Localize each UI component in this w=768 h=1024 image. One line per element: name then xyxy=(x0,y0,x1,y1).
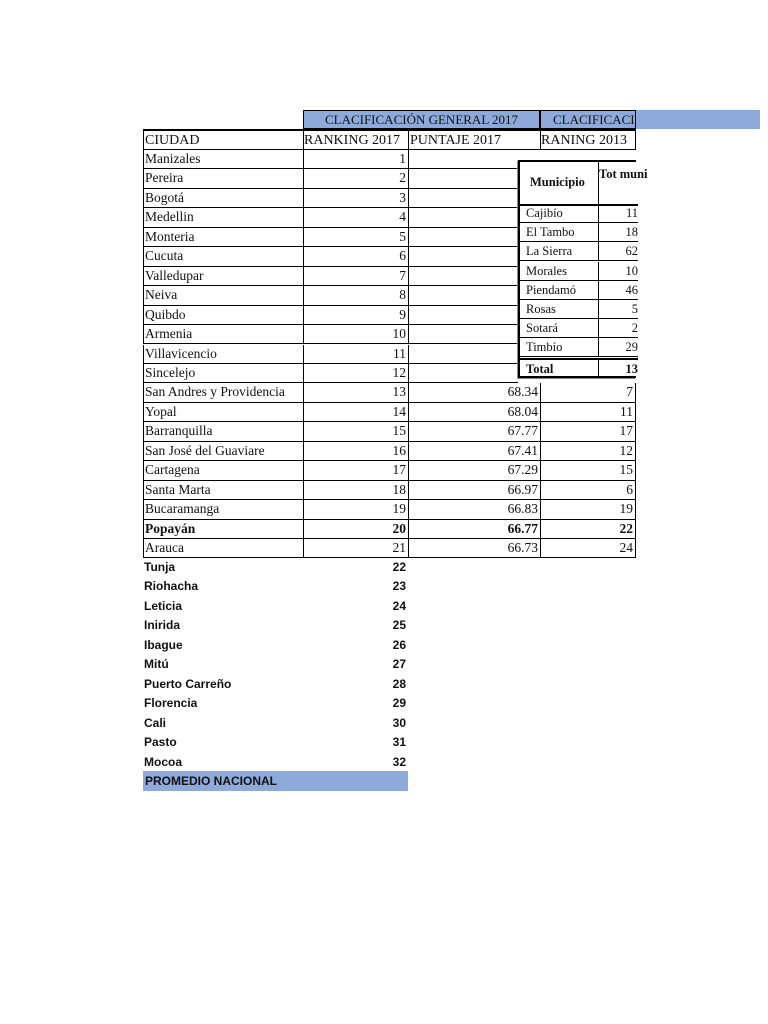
table-cell-city: San Andres y Providencia xyxy=(143,383,303,402)
table-cell-city: Monteria xyxy=(143,228,303,247)
list-item-rank: 26 xyxy=(392,637,406,652)
table-cell-rank-2017: 10 xyxy=(303,325,408,344)
municipio-name: Rosas xyxy=(526,302,556,316)
table-cell-score-2017-empty xyxy=(408,208,518,227)
municipio-total: 18 xyxy=(598,223,638,241)
table-cell-city: Yopal xyxy=(143,403,303,422)
municipio-total: 13 xyxy=(598,360,638,377)
municipio-row xyxy=(520,262,638,281)
table-cell-rank-2013: 6 xyxy=(540,481,636,500)
list-item-rank: 31 xyxy=(392,735,406,750)
table-cell-score-2017: 66.83 xyxy=(408,500,540,519)
municipio-total: 11 xyxy=(598,204,638,222)
column-header-score-2017: PUNTAJE 2017 xyxy=(408,129,540,150)
list-item-rank: 28 xyxy=(392,676,406,691)
table-cell-rank-2017: 15 xyxy=(303,422,408,441)
municipio-name: Timbío xyxy=(526,340,563,355)
table-cell-rank-2013: 11 xyxy=(540,403,636,422)
table-cell-rank-2017: 5 xyxy=(303,228,408,247)
municipio-header-label: Municipio xyxy=(530,175,585,189)
table-cell-city: Bucaramanga xyxy=(143,500,303,519)
table-cell-score-2017: 68.34 xyxy=(408,383,540,402)
table-cell-score-2017-empty xyxy=(408,286,518,305)
table-cell-score-2017-empty xyxy=(408,189,518,208)
table-cell-score-2017: 67.41 xyxy=(408,442,540,461)
table-cell-city: Neiva xyxy=(143,286,303,305)
table-cell-score-2017: 67.77 xyxy=(408,422,540,441)
table-cell-city: Manizales xyxy=(143,150,303,169)
table-cell-rank-2017: 7 xyxy=(303,267,408,286)
table-cell-rank-2017: 9 xyxy=(303,306,408,325)
total-header-label: Tot muni xyxy=(598,162,638,204)
table-cell-city: Cucuta xyxy=(143,247,303,266)
table-cell-score-2017: 66.73 xyxy=(408,539,540,558)
table-cell-rank-2017: 16 xyxy=(303,442,408,461)
list-item-city: Mocoa xyxy=(144,754,183,769)
municipio-name: Morales xyxy=(526,263,567,278)
municipio-total: 10 xyxy=(598,262,638,280)
municipio-row xyxy=(520,338,638,357)
table-cell-score-2017: 66.77 xyxy=(408,520,540,539)
table-cell-city: Arauca xyxy=(143,539,303,558)
table-cell-rank-2013: 17 xyxy=(540,422,636,441)
municipio-table-overlay xyxy=(518,160,648,378)
table-cell-city: Sincelejo xyxy=(143,364,303,383)
list-item-city: Pasto xyxy=(144,735,177,750)
table-cell-score-2017-empty xyxy=(408,306,518,325)
municipio-row xyxy=(520,358,638,377)
table-cell-rank-2013: 15 xyxy=(540,461,636,480)
table-cell-city: Pereira xyxy=(143,169,303,188)
municipio-row xyxy=(520,281,638,300)
list-item-city: Mitú xyxy=(144,657,169,672)
table-cell-score-2017-empty xyxy=(408,364,518,383)
table-cell-city: Armenia xyxy=(143,325,303,344)
list-item-city: Inirida xyxy=(144,618,181,633)
table-cell-rank-2017: 17 xyxy=(303,461,408,480)
table-cell-rank-2017: 3 xyxy=(303,189,408,208)
list-item-rank: 24 xyxy=(392,598,406,613)
column-header-rank-2013: RANING 2013 xyxy=(540,129,636,150)
table-cell-rank-2017: 21 xyxy=(303,539,408,558)
table-cell-city: Villavicencio xyxy=(143,345,303,364)
list-item-city: Riohacha xyxy=(144,579,199,594)
table-cell-rank-2017: 13 xyxy=(303,383,408,402)
table-cell-rank-2013: 12 xyxy=(540,442,636,461)
list-item-rank: 32 xyxy=(392,754,406,769)
municipio-row xyxy=(520,319,638,338)
list-item-city: Tunja xyxy=(144,560,176,574)
column-header-city: CIUDAD xyxy=(143,129,303,150)
table-cell-rank-2017: 12 xyxy=(303,364,408,383)
list-item-rank: 29 xyxy=(392,696,406,711)
municipio-total: 62 xyxy=(598,242,638,260)
table-cell-score-2017: 68.04 xyxy=(408,403,540,422)
list-item-city: Ibague xyxy=(144,637,183,652)
table-cell-score-2017-empty xyxy=(408,247,518,266)
table-cell-rank-2017: 11 xyxy=(303,345,408,364)
table-cell-city: Bogotá xyxy=(143,189,303,208)
list-item-city: Puerto Carreño xyxy=(144,676,232,691)
municipio-name: El Tambo xyxy=(526,225,575,240)
header-band-extension xyxy=(636,110,760,129)
list-item-rank: 30 xyxy=(392,715,406,730)
header-group-2013: CLACIFICACI xyxy=(540,110,636,129)
municipio-name: Sotará xyxy=(526,321,558,336)
municipio-row xyxy=(520,242,638,261)
list-item-city: Florencia xyxy=(144,696,198,711)
list-item-city: Leticia xyxy=(144,598,183,613)
list-item-rank: 27 xyxy=(392,657,406,672)
table-cell-rank-2017: 19 xyxy=(303,500,408,519)
table-cell-rank-2017: 14 xyxy=(303,403,408,422)
table-cell-city: Santa Marta xyxy=(143,481,303,500)
table-cell-score-2017-empty xyxy=(408,228,518,247)
table-cell-rank-2013: 24 xyxy=(540,539,636,558)
table-cell-score-2017: 67.29 xyxy=(408,461,540,480)
table-cell-rank-2017: 8 xyxy=(303,286,408,305)
municipio-name: Total xyxy=(526,361,554,376)
list-item-rank: 25 xyxy=(392,618,406,633)
table-cell-score-2017-empty xyxy=(408,169,518,188)
table-cell-rank-2017: 18 xyxy=(303,481,408,500)
table-cell-city: Valledupar xyxy=(143,267,303,286)
table-cell-city: Cartagena xyxy=(143,461,303,480)
table-cell-score-2017: 66.97 xyxy=(408,481,540,500)
table-cell-city: Quibdo xyxy=(143,306,303,325)
table-cell-rank-2013: 22 xyxy=(540,520,636,539)
municipio-total: 2 xyxy=(598,319,638,337)
table-cell-rank-2017: 20 xyxy=(303,520,408,539)
table-cell-score-2017-empty xyxy=(408,150,518,169)
table-cell-rank-2017: 6 xyxy=(303,247,408,266)
table-cell-city: Barranquilla xyxy=(143,422,303,441)
municipio-total: 5 xyxy=(598,300,638,318)
list-item-rank: 22 xyxy=(392,560,406,574)
list-item-city: Cali xyxy=(144,715,167,730)
national-average-label: PROMEDIO NACIONAL xyxy=(143,771,408,791)
municipio-name: Piendamó xyxy=(526,282,576,297)
municipio-row xyxy=(520,223,638,242)
table-cell-rank-2017: 2 xyxy=(303,169,408,188)
table-cell-city: Medellin xyxy=(143,208,303,227)
table-cell-score-2017-empty xyxy=(408,267,518,286)
municipio-row xyxy=(520,204,638,223)
municipio-name: Cajibío xyxy=(526,206,563,220)
table-cell-city: San José del Guaviare xyxy=(143,442,303,461)
table-cell-rank-2013: 19 xyxy=(540,500,636,519)
column-header-rank-2017: RANKING 2017 xyxy=(303,129,408,150)
table-cell-city: Popayán xyxy=(143,520,303,539)
municipio-total: 46 xyxy=(598,281,638,299)
municipio-total: 29 xyxy=(598,338,638,356)
table-cell-score-2017-empty xyxy=(408,325,518,344)
table-cell-rank-2017: 1 xyxy=(303,150,408,169)
municipio-table-header xyxy=(520,162,648,206)
municipio-name: La Sierra xyxy=(526,244,573,259)
municipio-row xyxy=(520,300,638,319)
table-cell-rank-2017: 4 xyxy=(303,208,408,227)
table-cell-rank-2013: 7 xyxy=(540,383,636,402)
header-group-2017: CLACIFICACIÓN GENERAL 2017 xyxy=(303,110,540,129)
table-cell-score-2017-empty xyxy=(408,345,518,364)
list-item-rank: 23 xyxy=(392,579,406,594)
